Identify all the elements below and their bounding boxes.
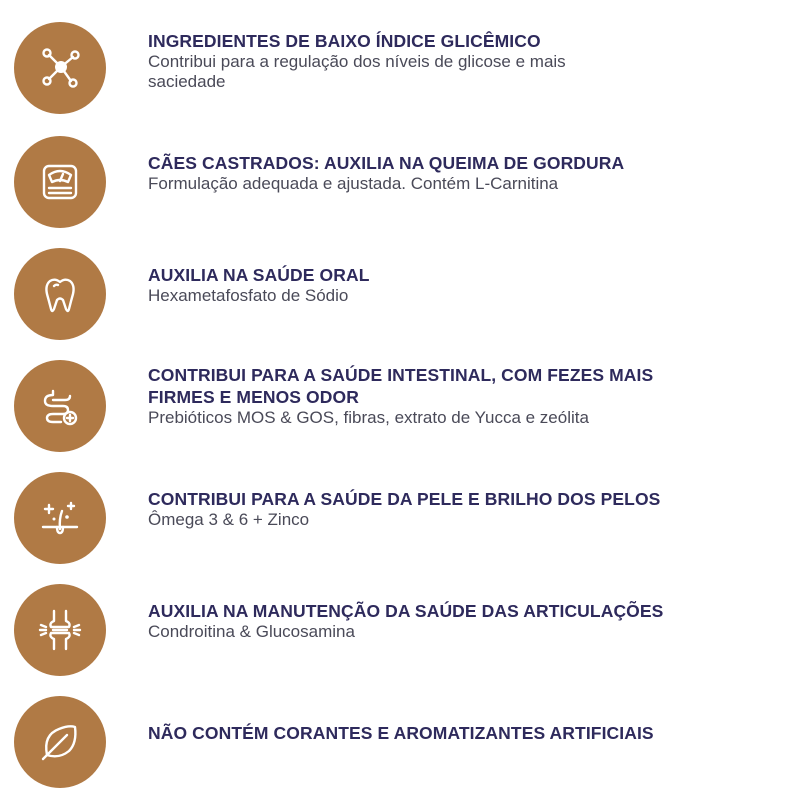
feature-description-line: Hexametafosfato de Sódio [148, 286, 349, 305]
feature-title: CONTRIBUI PARA A SAÚDE DA PELE E BRILHO DOS PELOS [148, 489, 661, 509]
feature-description-line: Prebióticos MOS & GOS, fibras, extrato de Yucca e zeólita [148, 408, 589, 427]
skin-hair-sparkle-icon [35, 493, 85, 543]
feature-description-line: Formulação adequada e ajustada. Contém L-Carnitina [148, 174, 559, 193]
feature-title: CÃES CASTRADOS: AUXILIA NA QUEIMA DE GORDURA [148, 153, 625, 173]
feature-title: NÃO CONTÉM CORANTES E AROMATIZANTES ARTIFICIAIS [148, 723, 654, 743]
feature-badge [14, 136, 106, 228]
feature-title: AUXILIA NA SAÚDE ORAL [148, 265, 370, 285]
feature-badge [14, 584, 106, 676]
weight-scale-icon [35, 157, 85, 207]
feature-badge [14, 360, 106, 452]
joint-icon [35, 605, 85, 655]
feature-title: INGREDIENTES DE BAIXO ÍNDICE GLICÊMICO [148, 31, 541, 51]
feature-description-line: Contribui para a regulação dos níveis de glicose e mais [148, 52, 566, 71]
feature-badge [14, 472, 106, 564]
leaf-icon [35, 717, 85, 767]
feature-description-line: Condroitina & Glucosamina [148, 622, 355, 641]
feature-title: AUXILIA NA MANUTENÇÃO DA SAÚDE DAS ARTICULAÇÕES [148, 601, 664, 621]
feature-description-line: saciedade [148, 72, 226, 91]
feature-badge [14, 696, 106, 788]
feature-badge [14, 22, 106, 114]
feature-title: FIRMES E MENOS ODOR [148, 387, 359, 407]
feature-title: CONTRIBUI PARA A SAÚDE INTESTINAL, COM FEZES MAIS [148, 365, 654, 385]
tooth-icon [35, 269, 85, 319]
feature-description-line: Ômega 3 & 6 + Zinco [148, 510, 310, 529]
feature-badge [14, 248, 106, 340]
molecule-icon [35, 43, 85, 93]
intestine-icon [35, 381, 85, 431]
